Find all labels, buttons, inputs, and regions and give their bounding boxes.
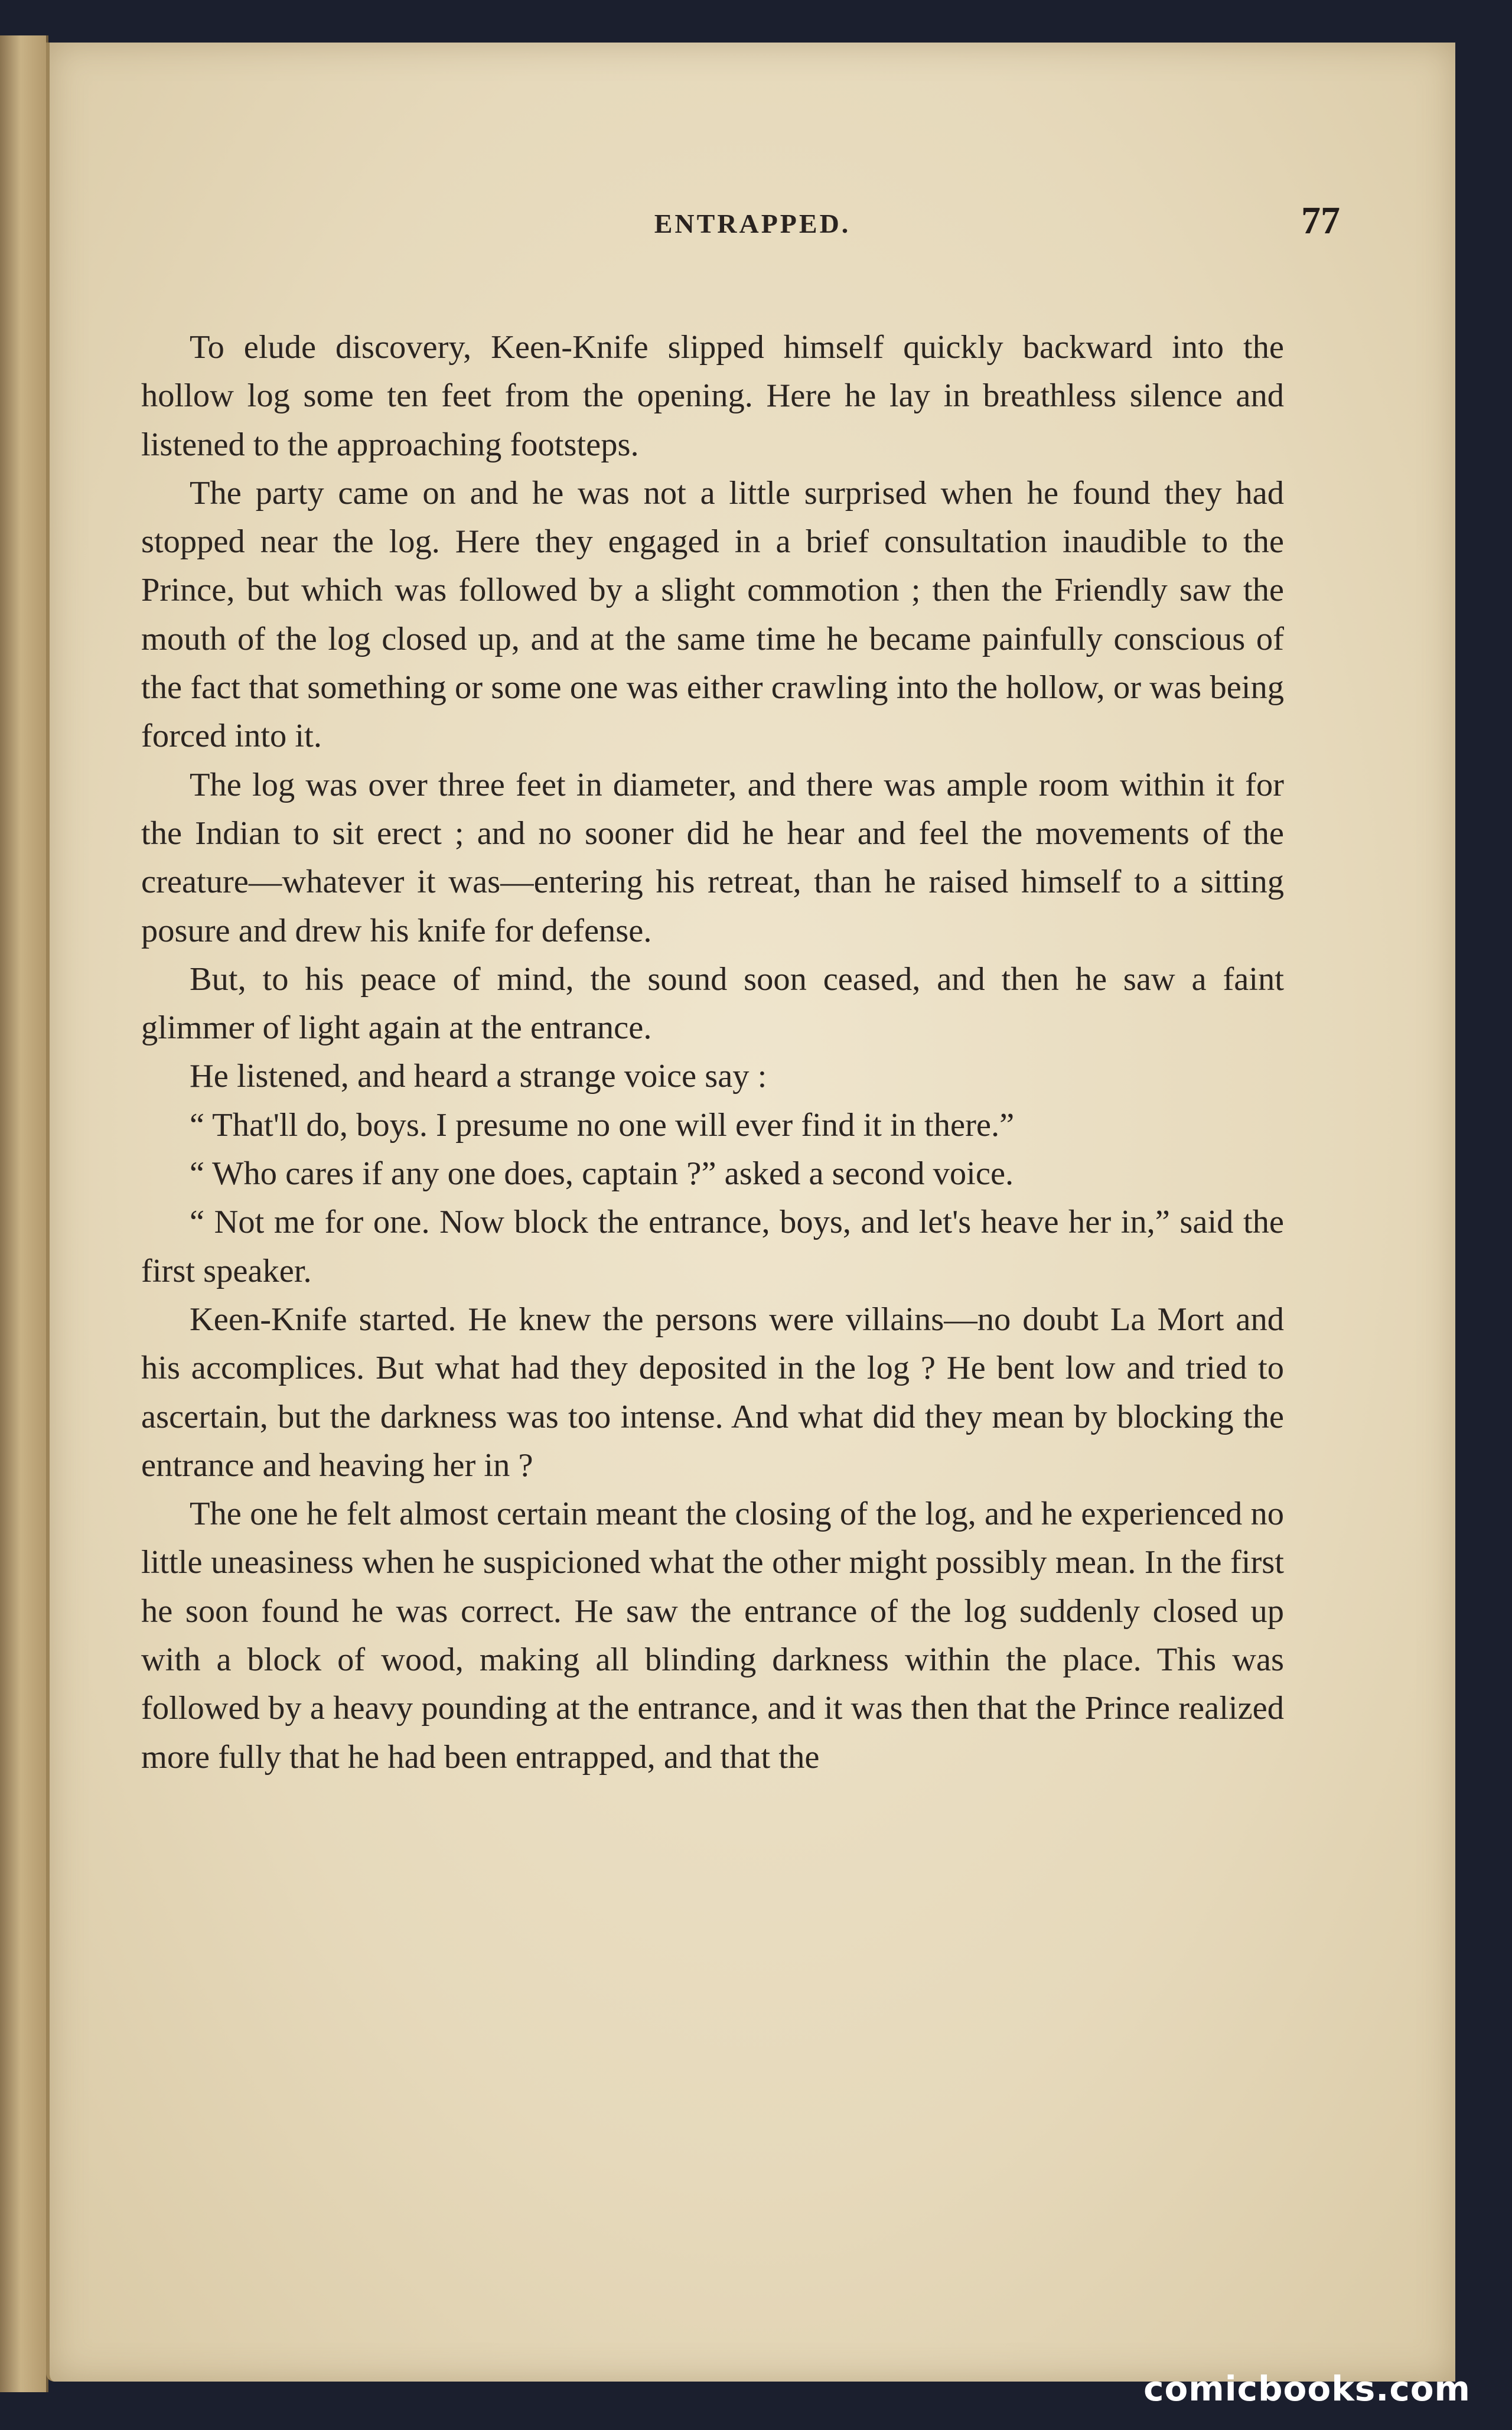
running-head — [50, 190, 1455, 261]
book-spine-edge — [0, 35, 48, 2392]
watermark: comicbooks.com — [1143, 2369, 1471, 2409]
page-number: 77 — [1301, 199, 1340, 242]
paragraph-1: To elude discovery, Keen-Knife slipped himself quickly backward into the hollow log some ten feet from the opening. Here he lay in breathless silence and listened to the approaching footsteps. — [141, 329, 1284, 463]
body-text — [141, 323, 1284, 2296]
paragraph-2: The party came on and he was not a little surprised when he found they had stopped near the log. Here they engaged in a brief consultation inaudible to the Prince, but which was followed by a slight commotion ; then the Friendly saw the mouth of the log closed up, and at the same time he became painfully conscious of the fact that something or some one was either crawling into the hollow, or was being forced into it. — [141, 474, 1284, 755]
paragraph-10: The one he felt almost certain meant the closing of the log, and he experienced no little uneasiness when he suspicioned what the other might possibly mean. In the first he soon found he was correct. He saw the entrance of the log suddenly closed up with a block of wood, making all blinding darkness within the place. This was followed by a heavy pounding at the entrance, and it was then that the Prince realized more fully that he had been entrapped, and that the — [141, 1496, 1284, 1776]
paragraph-5: He listened, and heard a strange voice say : — [190, 1058, 767, 1095]
paragraph-7: “ Who cares if any one does, captain ?” asked a second voice. — [190, 1155, 1014, 1193]
paragraph-4: But, to his peace of mind, the sound soon ceased, and then he saw a faint glimmer of light again at the entrance. — [141, 960, 1284, 1047]
page-title: ENTRAPPED. — [654, 209, 851, 239]
book-page — [46, 43, 1455, 2382]
paragraph-9: Keen-Knife started. He knew the persons were villains—no doubt La Mort and his accomplices. But what had they deposited in the log ? He bent low and tried to ascertain, but the darkness was too intense. And what did they mean by blocking the entrance and heaving her in ? — [141, 1301, 1284, 1484]
paragraph-6: “ That'll do, boys. I presume no one will ever find it in there.” — [190, 1106, 1015, 1144]
paragraph-8: “ Not me for one. Now block the entrance, boys, and let's heave her in,” said the first speaker. — [141, 1204, 1284, 1289]
paragraph-3: The log was over three feet in diameter, and there was ample room within it for the Indian to sit erect ; and no sooner did he hear and feel the movements of the creature—whatever it was—entering his retreat, than he raised himself to a sitting posure and drew his knife for defense. — [141, 766, 1284, 949]
